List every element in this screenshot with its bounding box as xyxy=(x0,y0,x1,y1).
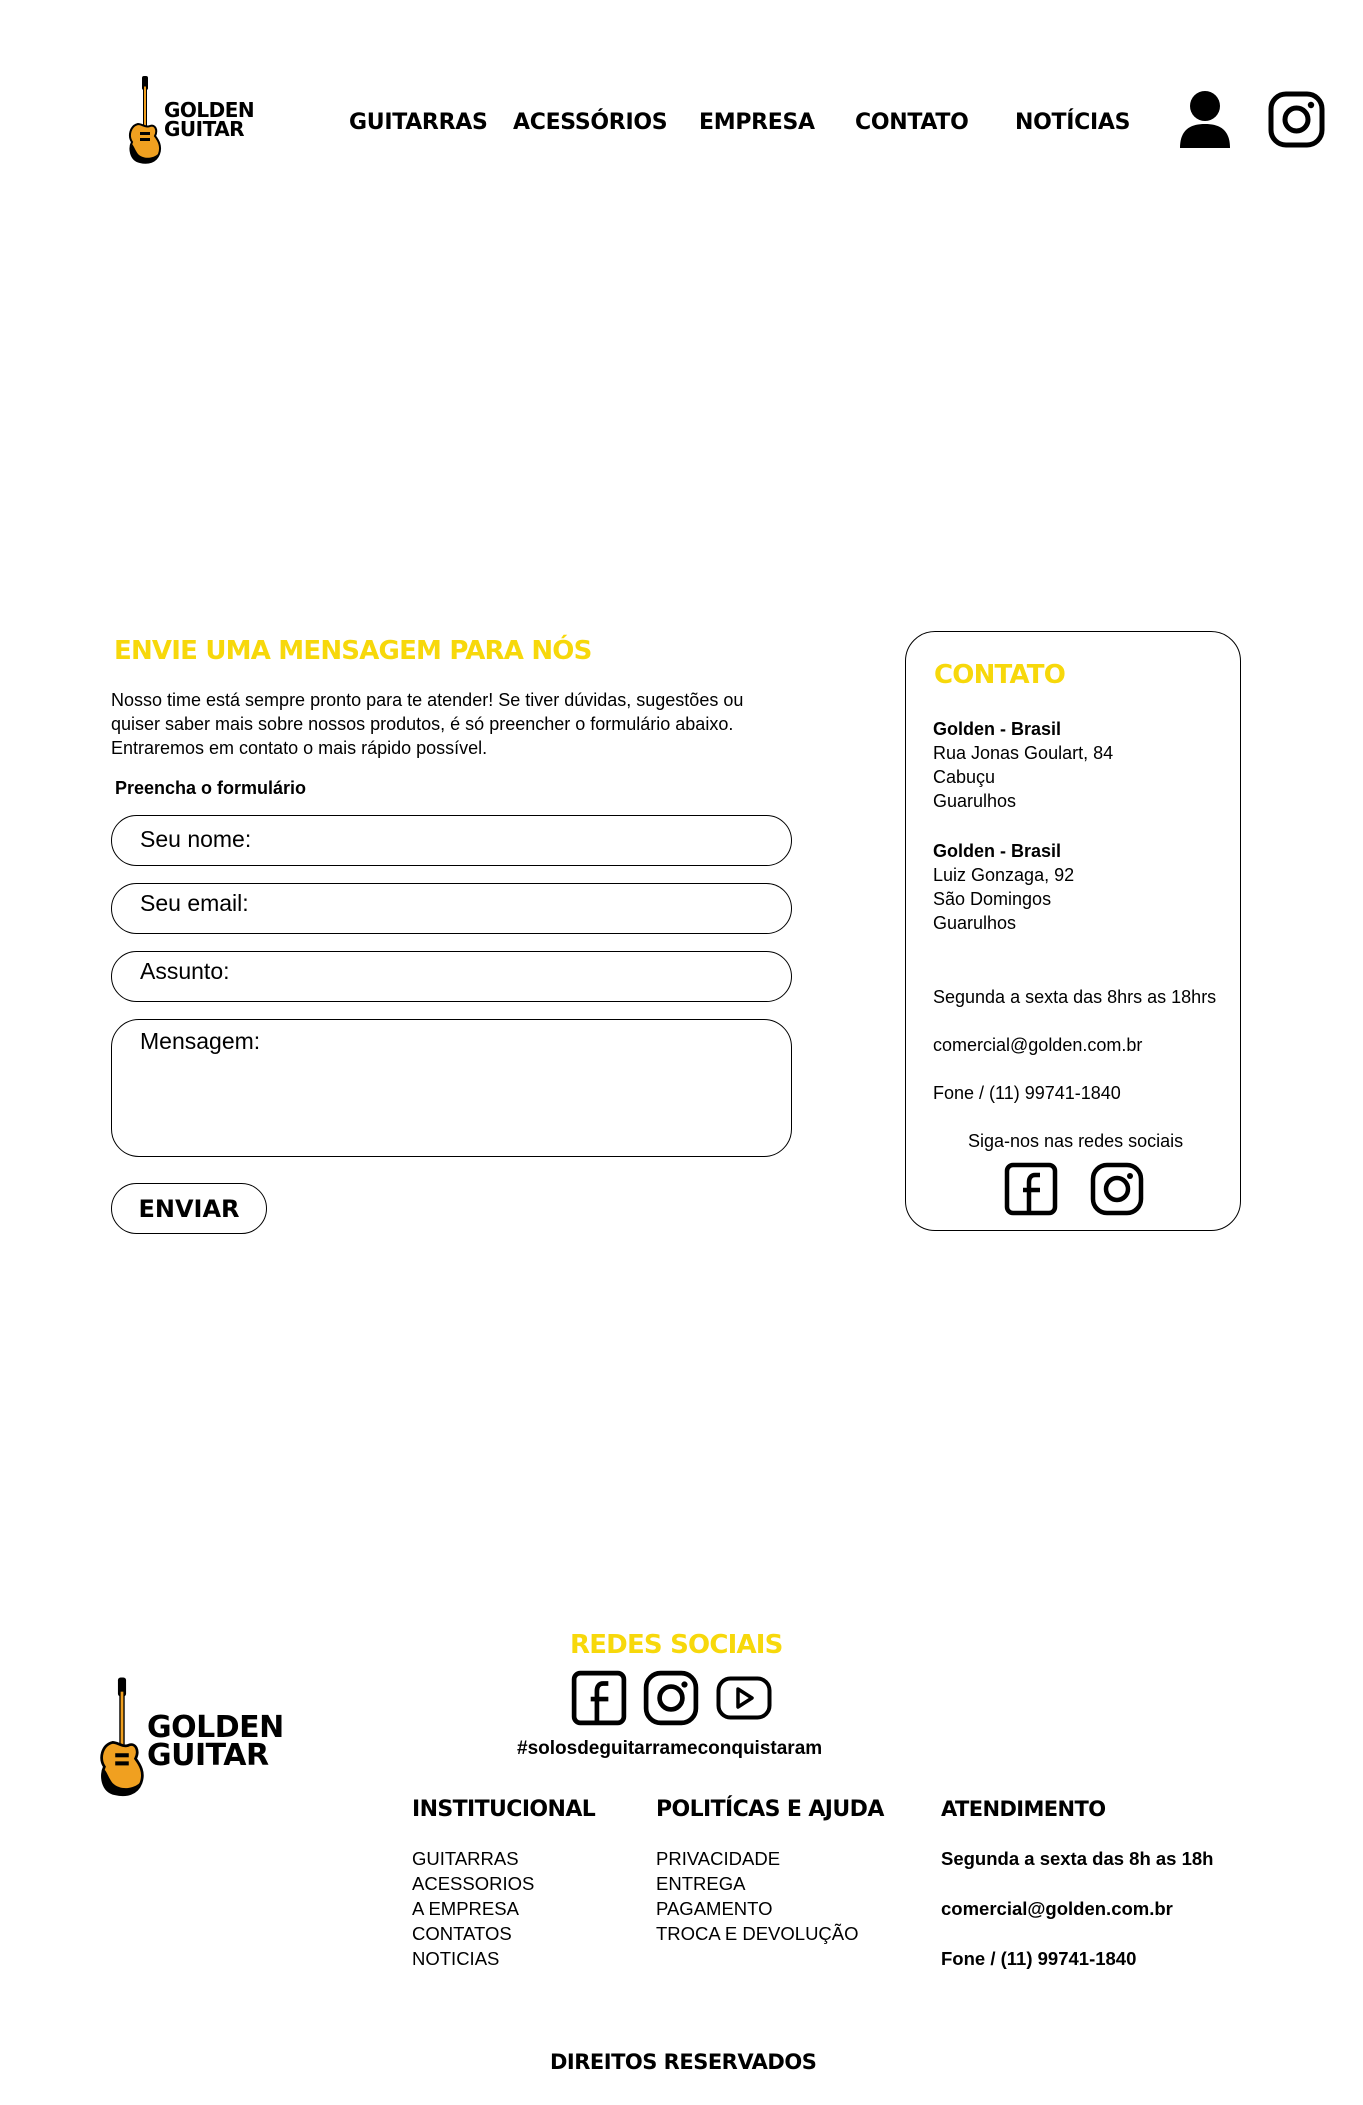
nav-item-empresa[interactable]: EMPRESA xyxy=(699,110,815,135)
header-logo[interactable] xyxy=(128,74,254,166)
address1-district: Cabuçu xyxy=(933,767,996,787)
form-intro xyxy=(111,688,831,760)
footer-social-title: REDES SOCIAIS xyxy=(570,1630,783,1660)
address1-name: Golden - Brasil xyxy=(933,719,1062,739)
guitar-logo-icon xyxy=(99,1668,145,1806)
address1-city: Guarulhos xyxy=(933,791,1017,811)
name-field[interactable] xyxy=(111,815,792,866)
name-field-placeholder: Seu nome: xyxy=(140,826,252,852)
footer-link-troca[interactable]: TROCA E DEVOLUÇÃO xyxy=(656,1923,859,1944)
submit-button[interactable]: ENVIAR xyxy=(111,1183,267,1234)
footer-link-noticias[interactable]: NOTICIAS xyxy=(412,1948,500,1969)
form-section-title: ENVIE UMA MENSAGEM PARA NÓS xyxy=(114,636,592,666)
footer-atendimento-phone: Fone / (11) 99741-1840 xyxy=(941,1948,1137,1969)
instagram-icon[interactable] xyxy=(643,1670,699,1726)
facebook-icon[interactable] xyxy=(571,1670,627,1726)
footer-link-guitarras[interactable]: GUITARRAS xyxy=(412,1848,519,1869)
brand-line2: GUITAR xyxy=(164,117,245,141)
contact-address-1 xyxy=(933,717,1113,813)
email-field-placeholder: Seu email: xyxy=(140,890,249,916)
form-intro-line1: Nosso time está sempre pronto para te atender! Se tiver dúvidas, sugestões ou xyxy=(111,690,744,710)
message-field-placeholder: Mensagem: xyxy=(140,1028,261,1054)
footer-copyright: DIREITOS RESERVADOS xyxy=(550,2050,817,2074)
subject-field-placeholder: Assunto: xyxy=(140,958,230,984)
facebook-icon[interactable] xyxy=(1004,1162,1058,1216)
contact-hours: Segunda a sexta das 8hrs as 18hrs xyxy=(933,987,1217,1007)
footer-hashtag: #solosdeguitarrameconquistaram xyxy=(517,1738,823,1759)
footer-atendimento-title: ATENDIMENTO xyxy=(941,1797,1106,1821)
contact-social-label: Siga-nos nas redes sociais xyxy=(968,1131,1184,1151)
user-icon[interactable] xyxy=(1178,90,1232,148)
footer-link-empresa[interactable]: A EMPRESA xyxy=(412,1898,519,1919)
guitar-logo-icon xyxy=(128,74,162,166)
contact-card-title: CONTATO xyxy=(934,660,1066,690)
instagram-icon[interactable] xyxy=(1268,91,1325,148)
footer-politicas-links xyxy=(656,1846,859,1946)
footer-brand-line2: GUITAR xyxy=(147,1738,269,1773)
address2-district: São Domingos xyxy=(933,889,1052,909)
form-intro-line2: quiser saber mais sobre nossos produtos, é só preencher o formulário abaixo. xyxy=(111,714,734,734)
contact-address-2 xyxy=(933,839,1074,935)
address2-city: Guarulhos xyxy=(933,913,1017,933)
form-label: Preencha o formulário xyxy=(115,778,307,798)
form-intro-line3: Entraremos em contato o mais rápido possível. xyxy=(111,738,488,758)
footer-link-privacidade[interactable]: PRIVACIDADE xyxy=(656,1848,781,1869)
footer-politicas-title: POLITÍCAS E AJUDA xyxy=(656,1797,884,1822)
nav-item-guitarras[interactable]: GUITARRAS xyxy=(349,110,488,135)
contact-phone: Fone / (11) 99741-1840 xyxy=(933,1083,1121,1103)
nav-item-contato[interactable]: CONTATO xyxy=(855,110,969,135)
address2-name: Golden - Brasil xyxy=(933,841,1062,861)
instagram-icon[interactable] xyxy=(1090,1162,1144,1216)
contact-email[interactable]: comercial@golden.com.br xyxy=(933,1035,1143,1055)
message-field[interactable] xyxy=(111,1019,792,1157)
footer-atendimento-hours: Segunda a sexta das 8h as 18h xyxy=(941,1848,1214,1869)
address1-street: Rua Jonas Goulart, 84 xyxy=(933,743,1114,763)
subject-field[interactable] xyxy=(111,951,792,1002)
footer-logo[interactable] xyxy=(99,1668,284,1806)
email-field[interactable] xyxy=(111,883,792,934)
footer-institucional-links xyxy=(412,1846,534,1971)
footer-institucional-title: INSTITUCIONAL xyxy=(412,1797,596,1822)
nav-item-noticias[interactable]: NOTÍCIAS xyxy=(1015,110,1131,135)
address2-street: Luiz Gonzaga, 92 xyxy=(933,865,1075,885)
youtube-icon[interactable] xyxy=(716,1676,772,1720)
footer-link-contatos[interactable]: CONTATOS xyxy=(412,1923,512,1944)
nav-item-acessorios[interactable]: ACESSÓRIOS xyxy=(513,110,668,135)
footer-atendimento-email[interactable]: comercial@golden.com.br xyxy=(941,1898,1173,1919)
footer-link-entrega[interactable]: ENTREGA xyxy=(656,1873,746,1894)
footer-brand-line1: GOLDEN xyxy=(147,1709,284,1745)
footer-link-acessorios[interactable]: ACESSORIOS xyxy=(412,1873,535,1894)
brand-line1: GOLDEN xyxy=(164,98,255,122)
footer-link-pagamento[interactable]: PAGAMENTO xyxy=(656,1898,773,1919)
